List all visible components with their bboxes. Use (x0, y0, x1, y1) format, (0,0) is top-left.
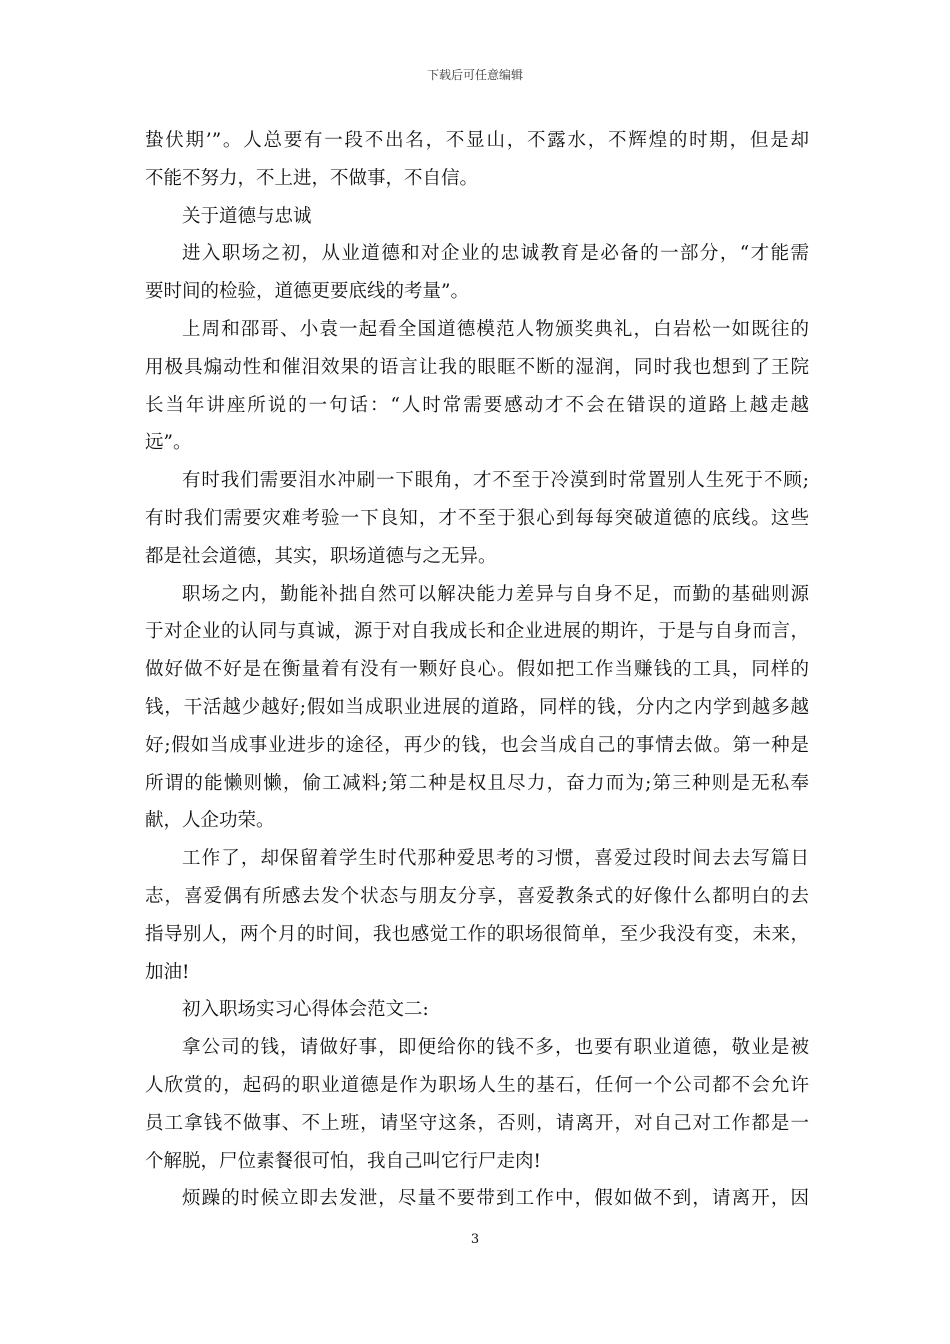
text-line: 加油! (145, 961, 190, 983)
text-line: 用极具煽动性和催泪效果的语言让我的眼眶不断的湿润，同时我也想到了王院 (145, 356, 809, 378)
text-line: 进入职场之初，从业道德和对企业的忠诚教育是必备的一部分，“才能需 (182, 243, 809, 265)
text-line: 不能不努力，不上进，不做事，不自信。 (145, 167, 479, 189)
text-line: 指导别人，两个月的时间，我也感觉工作的职场很简单，至少我没有变，未来， (145, 923, 809, 945)
text-line: 做好做不好是在衡量着有没有一颗好良心。假如把工作当赚钱的工具，同样的 (145, 659, 809, 681)
text-line: 所谓的能懒则懒，偷工减料;第二种是权且尽力，奋力而为;第三种则是无私奉 (145, 772, 809, 794)
paragraph (145, 576, 809, 841)
text-line: 好;假如当成事业进步的途径，再少的钱，也会当成自己的事情去做。第一种是 (145, 734, 809, 756)
text-line: 人欣赏的，起码的职业道德是作为职场人生的基石，任何一个公司都不会允许 (145, 1074, 809, 1096)
text-line: 烦躁的时候立即去发泄，尽量不要带到工作中，假如做不到，请离开，因 (182, 1188, 809, 1210)
paragraph (145, 462, 809, 575)
text-line: 于对企业的认同与真诚，源于对自我成长和企业进展的期许，于是与自身而言， (145, 621, 809, 643)
text-line: 远”。 (145, 432, 192, 454)
section-heading (145, 198, 809, 236)
text-line: 职场之内，勤能补拙自然可以解决能力差异与自身不足，而勤的基础则源 (182, 583, 809, 605)
document-body (145, 122, 809, 1218)
text-line: 蛰伏期’”。人总要有一段不出名，不显山，不露水，不辉煌的时期，但是却 (145, 130, 809, 151)
text-line: 个解脱，尸位素餐很可怕，我自己叫它行尸走肉! (145, 1150, 541, 1172)
text-line: 拿公司的钱，请做好事，即便给你的钱不多，也要有职业道德，敬业是被 (182, 1037, 809, 1059)
text-line: 志，喜爱偶有所感去发个状态与朋友分享，喜爱教条式的好像什么都明白的去 (145, 885, 809, 907)
text-line: 都是社会道德，其实，职场道德与之无异。 (145, 545, 497, 567)
text-line: 钱，干活越少越好;假如当成职业进展的道路，同样的钱，分内之内学到越多越 (145, 696, 809, 718)
text-line: 有时我们需要灾难考验一下良知，才不至于狠心到每每突破道德的底线。这些 (145, 507, 809, 529)
text-line: 关于道德与忠诚 (182, 205, 312, 227)
paragraph (145, 235, 809, 311)
text-line: 有时我们需要泪水冲刷一下眼角，才不至于冷漠到时常置别人生死于不顾; (182, 470, 809, 492)
paragraph (145, 840, 809, 991)
page-number: 3 (470, 1232, 480, 1247)
paragraph (145, 122, 809, 198)
text-line: 工作了，却保留着学生时代那种爱思考的习惯，喜爱过段时间去去写篇日 (182, 848, 809, 870)
paragraph (145, 311, 809, 462)
section-heading (145, 991, 809, 1029)
text-line: 上周和邵哥、小袁一起看全国道德模范人物颁奖典礼，白岩松一如既往的 (182, 318, 809, 340)
paragraph (145, 1180, 809, 1218)
page-header: 下载后可任意编辑 (426, 68, 523, 82)
paragraph (145, 1029, 809, 1180)
text-line: 初入职场实习心得体会范文二: (182, 999, 429, 1021)
text-line: 献，人企功荣。 (145, 810, 275, 832)
text-line: 长当年讲座所说的一句话：“人时常需要感动才不会在错误的道路上越走越 (145, 394, 809, 416)
text-line: 员工拿钱不做事、不上班，请坚守这条，否则，请离开，对自己对工作都是一 (145, 1112, 809, 1134)
text-line: 要时间的检验，道德更要底线的考量”。 (145, 281, 469, 303)
